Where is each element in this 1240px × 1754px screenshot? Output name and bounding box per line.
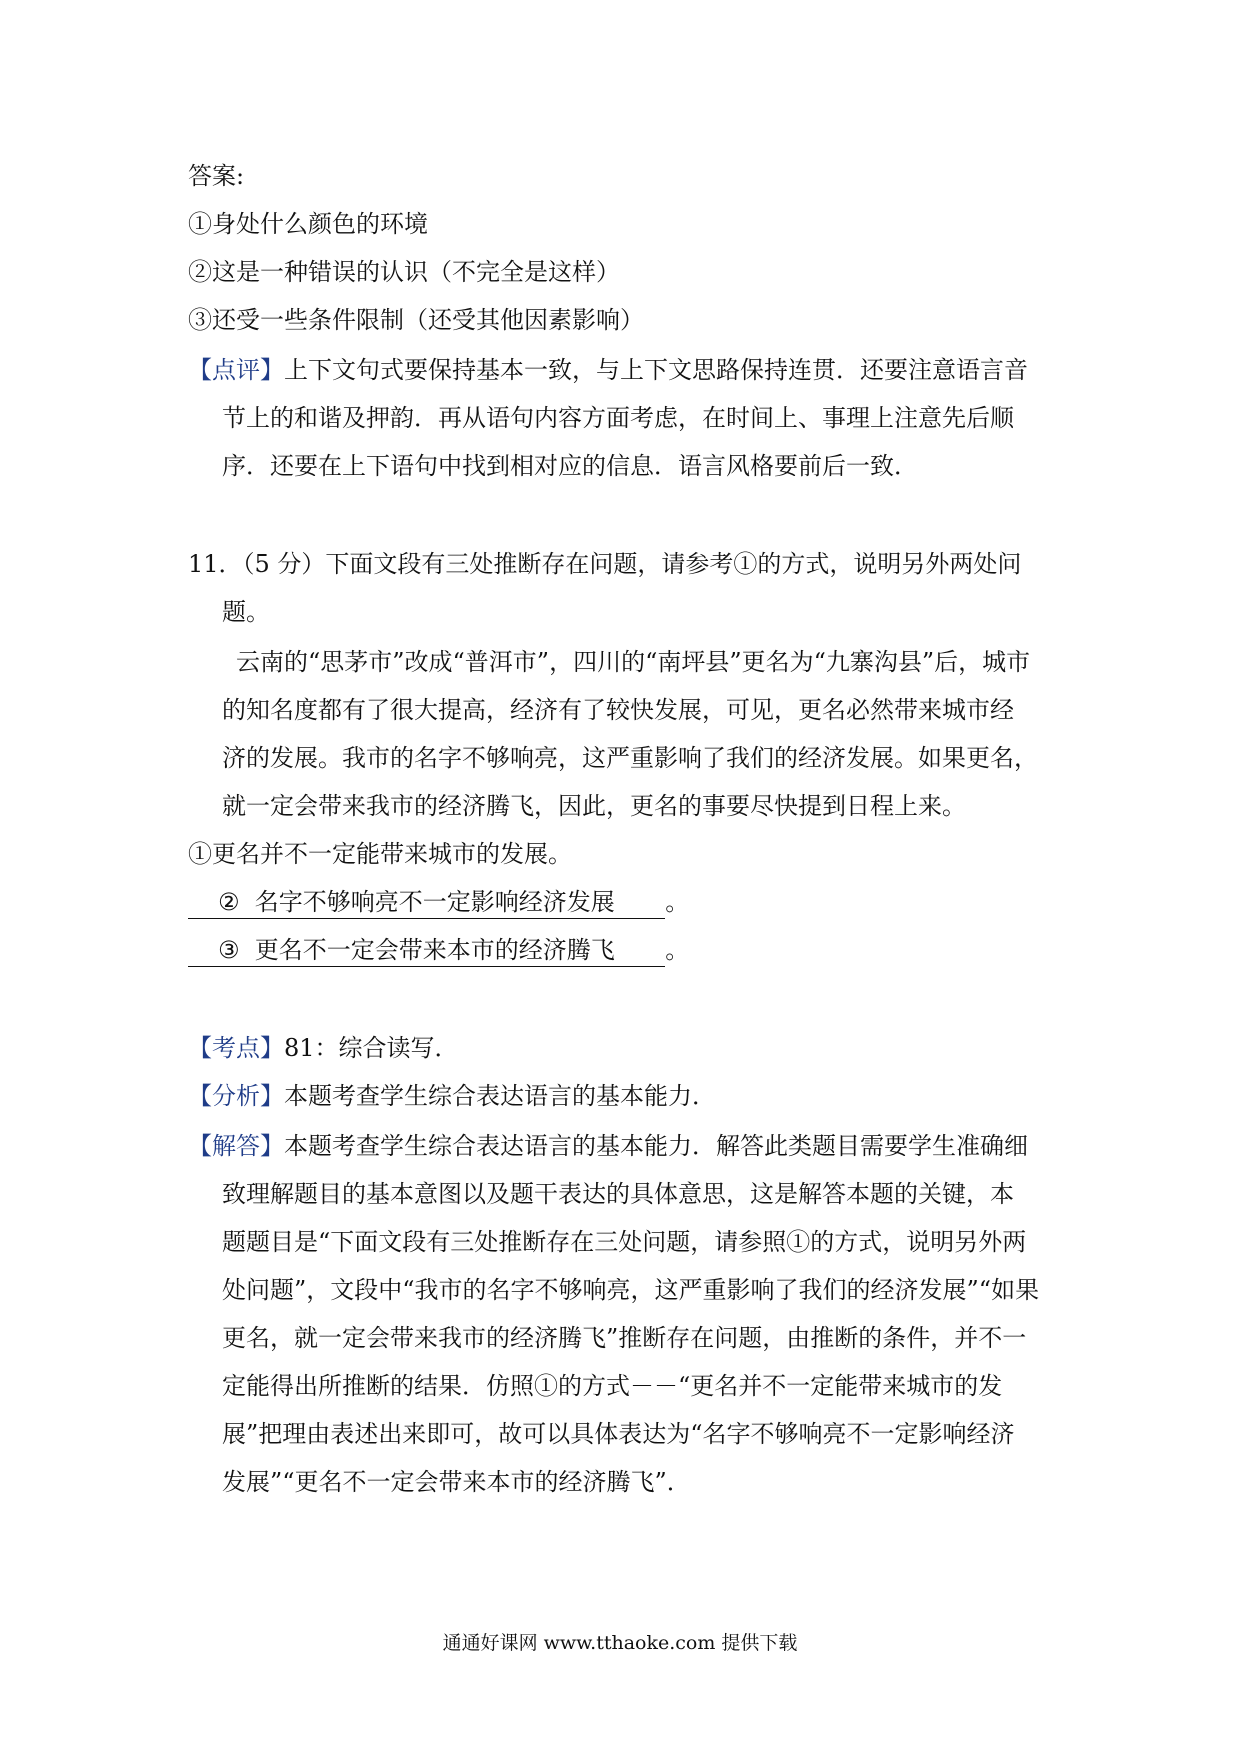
answer-3-text: 更名不一定会带来本市的经济腾飞 (254, 936, 615, 964)
jieda-line-8: 发展”“更名不一定会带来本市的经济腾飞”． (222, 1468, 691, 1496)
answer-2-marker: ② (218, 888, 240, 916)
comment-line-1 (0, 352, 1240, 388)
fenxi-tag: 【分析】 (188, 1082, 284, 1110)
kaodian-tag: 【考点】 (188, 1034, 284, 1062)
kaodian-line (0, 1030, 1240, 1066)
answer-3-blank (188, 934, 665, 967)
fenxi-text: 本题考查学生综合表达语言的基本能力． (284, 1082, 716, 1110)
jieda-line-6: 定能得出所推断的结果．仿照①的方式－－“更名并不一定能带来城市的发 (222, 1372, 1003, 1400)
page-footer: 通通好课网 www.tthaoke.com 提供下载 (442, 1632, 798, 1654)
answer-3-period: 。 (665, 936, 690, 964)
passage-line-2: 的知名度都有了很大提高，经济有了较快发展，可见，更名必然带来城市经 (222, 696, 1014, 724)
question-11-stem-cont: 题。 (222, 598, 270, 626)
answer-3-line (0, 932, 1240, 968)
answer-item-3: ③还受一些条件限制（还受其他因素影响） (188, 306, 644, 334)
answer-heading: 答案: (188, 162, 245, 190)
jieda-line-3: 题题目是“下面文段有三处推断存在三处问题，请参照①的方式，说明另外两 (222, 1228, 1027, 1256)
jieda-line-5: 更名，就一定会带来我市的经济腾飞”推断存在问题，由推断的条件，并不一 (222, 1324, 1027, 1352)
answer-2-line (0, 884, 1240, 920)
answer-item-1: ①身处什么颜色的环境 (188, 210, 428, 238)
comment-tag: 【点评】 (188, 356, 284, 384)
answer-2-period: 。 (665, 888, 690, 916)
question-11-stem: 11．（5 分）下面文段有三处推断存在问题，请参考①的方式，说明另外两处问 (188, 550, 1022, 578)
jieda-line-1 (0, 1128, 1240, 1164)
answer-2-blank (188, 886, 665, 919)
example-answer: ①更名并不一定能带来城市的发展。 (188, 840, 572, 868)
answer-item-2: ②这是一种错误的认识（不完全是这样） (188, 258, 620, 286)
jieda-line-7: 展”把理由表述出来即可，故可以具体表达为“名字不够响亮不一定影响经济 (222, 1420, 1015, 1448)
passage-line-4: 就一定会带来我市的经济腾飞，因此，更名的事要尽快提到日程上来。 (222, 792, 966, 820)
jieda-line-4: 处问题”，文段中“我市的名字不够响亮，这严重影响了我们的经济发展”“如果 (222, 1276, 1040, 1304)
passage-line-1: 云南的“思茅市”改成“普洱市”，四川的“南坪县”更名为“九寨沟县”后，城市 (236, 648, 1031, 676)
comment-line-2: 节上的和谐及押韵．再从语句内容方面考虑，在时间上、事理上注意先后顺 (222, 404, 1014, 432)
comment-line-3: 序．还要在上下语句中找到相对应的信息．语言风格要前后一致． (222, 452, 918, 480)
jieda-tag: 【解答】 (188, 1132, 284, 1160)
answer-3-marker: ③ (218, 936, 240, 964)
jieda-line-2: 致理解题目的基本意图以及题干表达的具体意思，这是解答本题的关键，本 (222, 1180, 1014, 1208)
answer-2-text: 名字不够响亮不一定影响经济发展 (254, 888, 615, 916)
fenxi-line (0, 1078, 1240, 1114)
jieda-text: 本题考查学生综合表达语言的基本能力．解答此类题目需要学生准确细 (284, 1132, 1028, 1160)
passage-line-3: 济的发展。我市的名字不够响亮，这严重影响了我们的经济发展。如果更名， (222, 744, 1038, 772)
comment-text: 上下文句式要保持基本一致，与上下文思路保持连贯．还要注意语言音 (284, 356, 1028, 384)
kaodian-text: 81：综合读写． (284, 1034, 459, 1062)
